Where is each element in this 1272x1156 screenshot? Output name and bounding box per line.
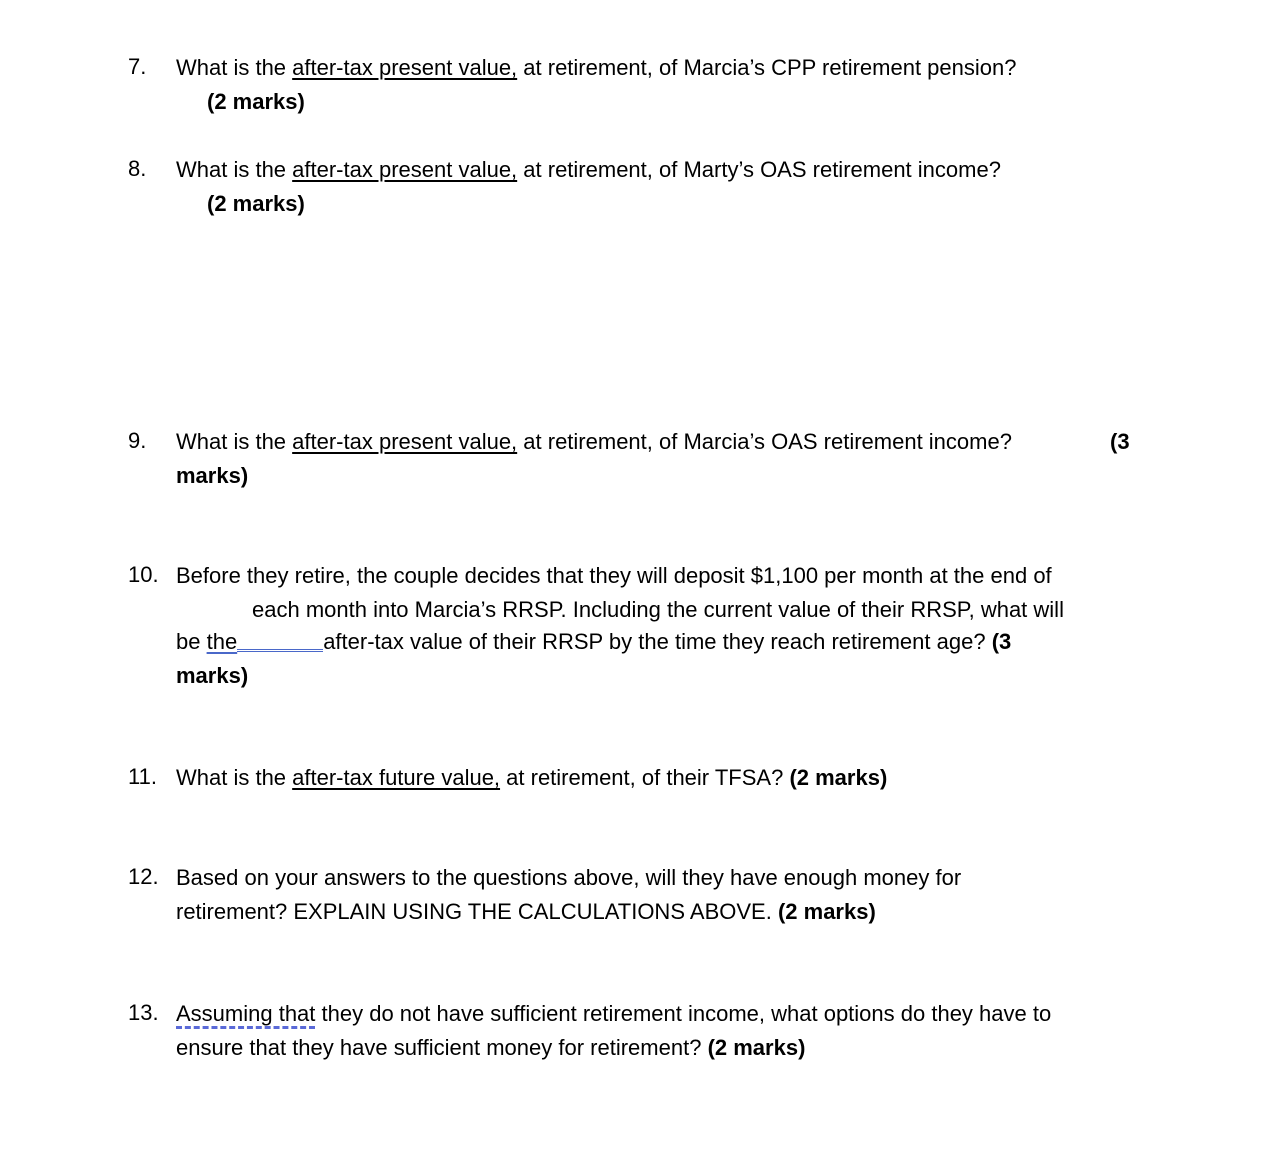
question-text-line-2: ensure that they have sufficient money for retirement? (2 marks) bbox=[176, 1035, 806, 1060]
question-number: 12. bbox=[128, 864, 159, 889]
question-text: What is the after-tax future value, at retirement, of their TFSA? (2 marks) bbox=[176, 765, 888, 790]
question-number: 13. bbox=[128, 1000, 159, 1025]
question-text-line-3: be the after-tax value of their RRSP by the time they reach retirement age? (3 bbox=[176, 629, 1012, 654]
underlined-term: after-tax future value, bbox=[292, 765, 501, 790]
question-marks-end: marks) bbox=[176, 663, 249, 688]
question-text: What is the after-tax present value, at retirement, of Marcia’s OAS retirement income? bbox=[176, 429, 1012, 454]
question-text: What is the after-tax present value, at retirement, of Marty’s OAS retirement income? bbox=[176, 157, 1001, 182]
question-number: 10. bbox=[128, 562, 159, 587]
question-marks: (2 marks) bbox=[707, 1035, 806, 1060]
question-number: 8. bbox=[128, 156, 147, 181]
question-text-line-1: Based on your answers to the questions above, will they have enough money for bbox=[176, 865, 962, 890]
question-text-line-2: each month into Marcia’s RRSP. Including the current value of their RRSP, what will bbox=[252, 597, 1064, 622]
hyperlink-the: the bbox=[206, 629, 238, 654]
question-marks: (2 marks) bbox=[207, 191, 305, 216]
underlined-term: after-tax present value, bbox=[292, 157, 518, 182]
answer-blank bbox=[237, 647, 323, 652]
underlined-term: after-tax present value, bbox=[292, 55, 518, 80]
grammar-flagged-text[interactable]: Assuming that bbox=[176, 1001, 316, 1026]
question-text: What is the after-tax present value, at retirement, of Marcia’s CPP retirement pension? bbox=[176, 55, 1017, 80]
question-marks-start: (3 bbox=[991, 629, 1012, 654]
question-number: 7. bbox=[128, 54, 147, 79]
question-number: 11. bbox=[128, 764, 157, 789]
question-number: 9. bbox=[128, 428, 147, 453]
question-marks: (2 marks) bbox=[777, 899, 876, 924]
question-marks: (2 marks) bbox=[207, 89, 305, 114]
question-text-line-2: retirement? EXPLAIN USING THE CALCULATIONS ABOVE. (2 marks) bbox=[176, 899, 876, 924]
question-marks-end: marks) bbox=[176, 463, 249, 488]
question-marks-start: (3 bbox=[1110, 429, 1130, 454]
question-marks: (2 marks) bbox=[789, 765, 888, 790]
question-text-line-1: Before they retire, the couple decides that they will deposit $1,100 per month at the end of bbox=[176, 563, 1052, 588]
underlined-term: after-tax present value, bbox=[292, 429, 518, 454]
question-text-line-1: Assuming that they do not have sufficient retirement income, what options do they have to bbox=[176, 1001, 1052, 1026]
